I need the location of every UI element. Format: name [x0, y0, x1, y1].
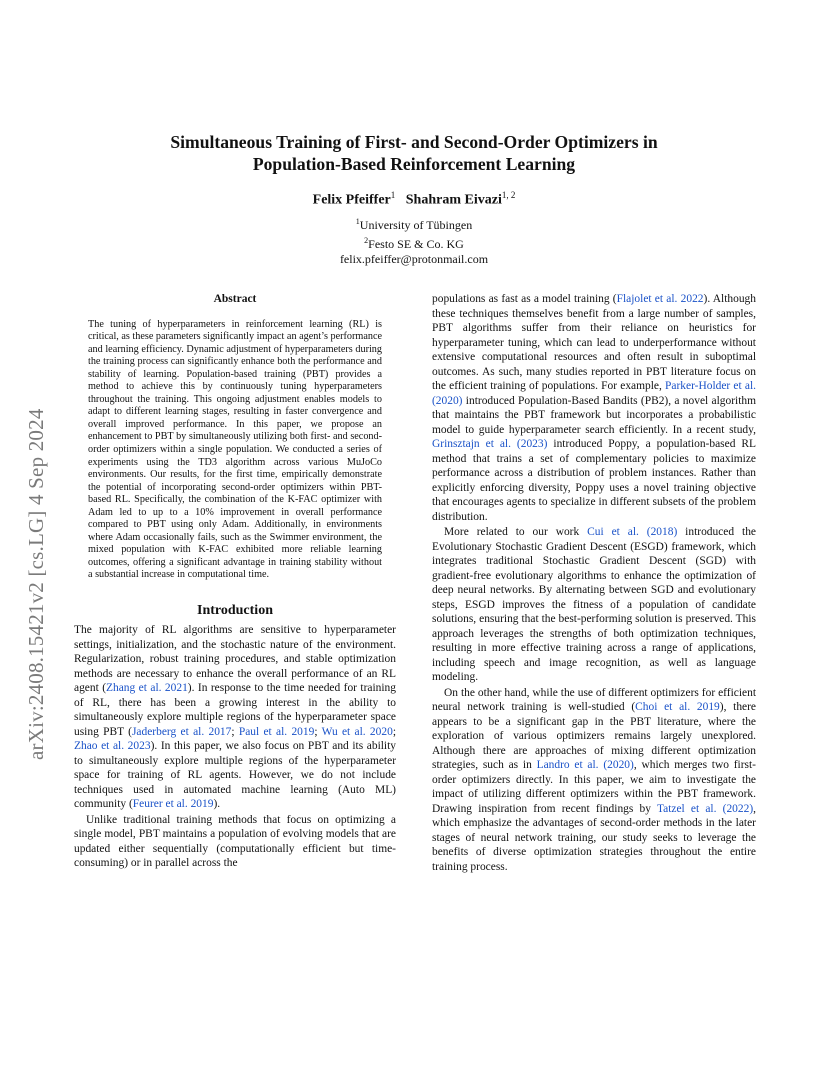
citation-link[interactable]: Tatzel et al. (2022): [656, 802, 754, 815]
left-column: [74, 292, 396, 871]
text-run: introduced Population-Based Bandits (PB2), a novel algorithm that maintains the PBT framework but incorporates a probabilistic model to guide hyperparameter search efficiently. In a recent study,: [432, 394, 756, 436]
author-name: Felix Pfeiffer: [312, 192, 391, 208]
citation-link[interactable]: Flajolet et al. 2022: [616, 293, 704, 305]
affiliation: [100, 233, 728, 252]
citation-link[interactable]: Parker-Holder et al. (2020): [432, 380, 756, 407]
text-run: ;: [314, 725, 322, 738]
author-affiliation-mark: 1: [390, 190, 396, 200]
citation-link[interactable]: Choi et al. 2019: [635, 701, 720, 713]
citation-link[interactable]: Cui et al. (2018): [587, 526, 678, 538]
intro-paragraph-1: [74, 623, 396, 812]
text-run: ).: [213, 798, 221, 811]
text-run: populations as fast as a model training (: [432, 293, 617, 305]
affiliation: [100, 214, 728, 233]
text-run: , which merges two first-order optimizers directly. In this paper, we aim to investigate the impact of utilizing different optimizers within the PBT framework. Drawing inspiration from recent findings by: [432, 759, 756, 815]
citation-link[interactable]: Jaderberg et al. 2017: [131, 725, 232, 738]
author-list: [100, 190, 728, 209]
citation-link[interactable]: Grinsztajn et al. (2023): [432, 438, 548, 450]
citation-link[interactable]: Wu et al. 2020: [321, 725, 393, 738]
text-run: The majority of RL algorithms are sensitive to hyperparameter settings, initialization, and the stochastic nature of the environment. Regularization, robust training procedures, and stable optimization methods are necessary to enhance the overall performance of an RL agent (: [74, 624, 396, 695]
affiliations: [100, 214, 728, 267]
abstract-text: The tuning of hyperparameters in reinforcement learning (RL) is critical, as these parameters significantly impact an agent’s performance and learning efficiency. Dynamic adjustment of hyperparameters during the training process can significantly enhance both the performance and stability of learning. Population-based training (PBT) provides a method to achieve this by continuously tuning hyperparameters throughout the training. This ongoing adjustment enables models to adapt to different learning stages, resulting in faster convergence and overall improved performance. In this paper, we propose an enhancement to PBT by simultaneously utilizing both first- and second-order optimizers within a single population. We conducted a series of experiments using the TD3 algorithm across various MuJoCo environments. Our results, for the first time, empirically demonstrate the potential of incorporating second-order optimizers within PBT-based RL. Specifically, the combination of the K-FAC optimizer with Adam led to up to a 10% improvement in overall performance compared to PBT using only Adam. Additionally, in environments where Adam occasionally fails, such as the Swimmer environment, the mixed population with K-FAC exhibited more reliable learning outcomes, offering a significant advantage in training stability without a substantial increase in computational time.: [88, 318, 382, 581]
text-run: introduced the Evolutionary Stochastic Gradient Descent (ESGD) framework, which integrates traditional Stochastic Gradient Descent (SGD) with gradient-free evolutionary algorithms to enhance the optimization of deep neural networks. By alternating between SGD and evolutionary steps, ESGD improves the fitness of a population of candidate solutions, ensuring that the best-performing solution is preserved. This approach leverages the strengths of both optimization techniques, resulting in more effective training across a range of applications, including speech and image recognition, as well as language modeling.: [432, 526, 756, 683]
introduction-heading: Introduction: [197, 602, 273, 618]
text-run: , which emphasize the advantages of second-order methods in the later stages of neural network training, our study seeks to leverage the benefits of diverse optimization strategies throughout the entire training process.: [432, 802, 756, 873]
citation-link[interactable]: Feurer et al. 2019: [132, 798, 214, 811]
text-run: ). In response to the time needed for training of RL, there has been a growing interest in the ability to simultaneously explore multiple regions of the hyperparameter space using PBT (: [74, 682, 396, 738]
citation-link[interactable]: Zhang et al. 2021: [106, 682, 188, 695]
intro-paragraph-3: [432, 525, 756, 685]
citation-link[interactable]: Zhao et al. 2023: [74, 740, 151, 753]
text-run: More related to our work: [444, 526, 588, 538]
right-column: [432, 292, 756, 874]
author-affiliation-mark: 1, 2: [501, 190, 516, 200]
text-run: ). Although these techniques themselves benefit from a large number of samples, PBT algorithms suffer from their reliance on heuristics for hyperparameter tuning, which can lead to underperformance without extensive computational resources and often result in suboptimal outcomes. As such, many studies reported in PBT literature focus on the efficient training of populations. For example,: [432, 293, 756, 392]
text-run: ;: [392, 725, 396, 738]
intro-paragraph-4: [432, 686, 756, 875]
paper-title: [100, 131, 728, 175]
intro-paragraph-2-start: [74, 813, 396, 871]
text-run: ;: [231, 725, 239, 738]
arxiv-identifier[interactable]: arXiv:2408.15421v2 [cs.LG] 4 Sep 2024: [24, 408, 48, 760]
text-run: ), there appears to be a significant gap in the PBT literature, where the exploration of various optimizers remains largely unexplored. Although there are approaches of mixing different optimization strategies, such as in: [432, 701, 756, 771]
citation-link[interactable]: Landro et al. (2020): [536, 759, 634, 771]
text-run: Unlike traditional training methods that focus on optimizing a single model, PBT maintains a population of evolving models that are updated either sequentially (computationally efficient but time-consuming) or in parallel across the: [74, 813, 396, 870]
affiliation-text: University of Tübingen: [359, 218, 473, 232]
affiliation-mark: 2: [364, 236, 369, 245]
intro-paragraph-2-continued: [432, 292, 756, 524]
author-email[interactable]: felix.pfeiffer@protonmail.com: [339, 252, 489, 266]
title-line-2: Population-Based Reinforcement Learning: [252, 154, 576, 174]
text-run: ). In this paper, we also focus on PBT and its ability to simultaneously explore multiple regions of the hyperparameter space for training of RL agents. However, we do not include techniques used in automated machine learning (Auto ML) community (: [74, 740, 396, 811]
abstract-heading: Abstract: [213, 293, 257, 305]
affiliation-text: Festo SE & Co. KG: [368, 237, 464, 251]
affiliation-mark: 1: [355, 217, 360, 226]
citation-link[interactable]: Paul et al. 2019: [238, 725, 315, 738]
title-line-1: Simultaneous Training of First- and Second-Order Optimizers in: [170, 132, 658, 152]
text-run: introduced Poppy, a population-based RL method that trains a set of complementary policies to maximize performance across a distribution of problem instances. Rather than explicitly enforcing diversity, Poppy uses a novel training objective that encourages agents to specialize in different subsets of the problem distribution.: [432, 438, 756, 523]
text-run: On the other hand, while the use of different optimizers for efficient neural network training is well-studied (: [432, 686, 756, 713]
author-name: Shahram Eivazi: [405, 192, 502, 208]
